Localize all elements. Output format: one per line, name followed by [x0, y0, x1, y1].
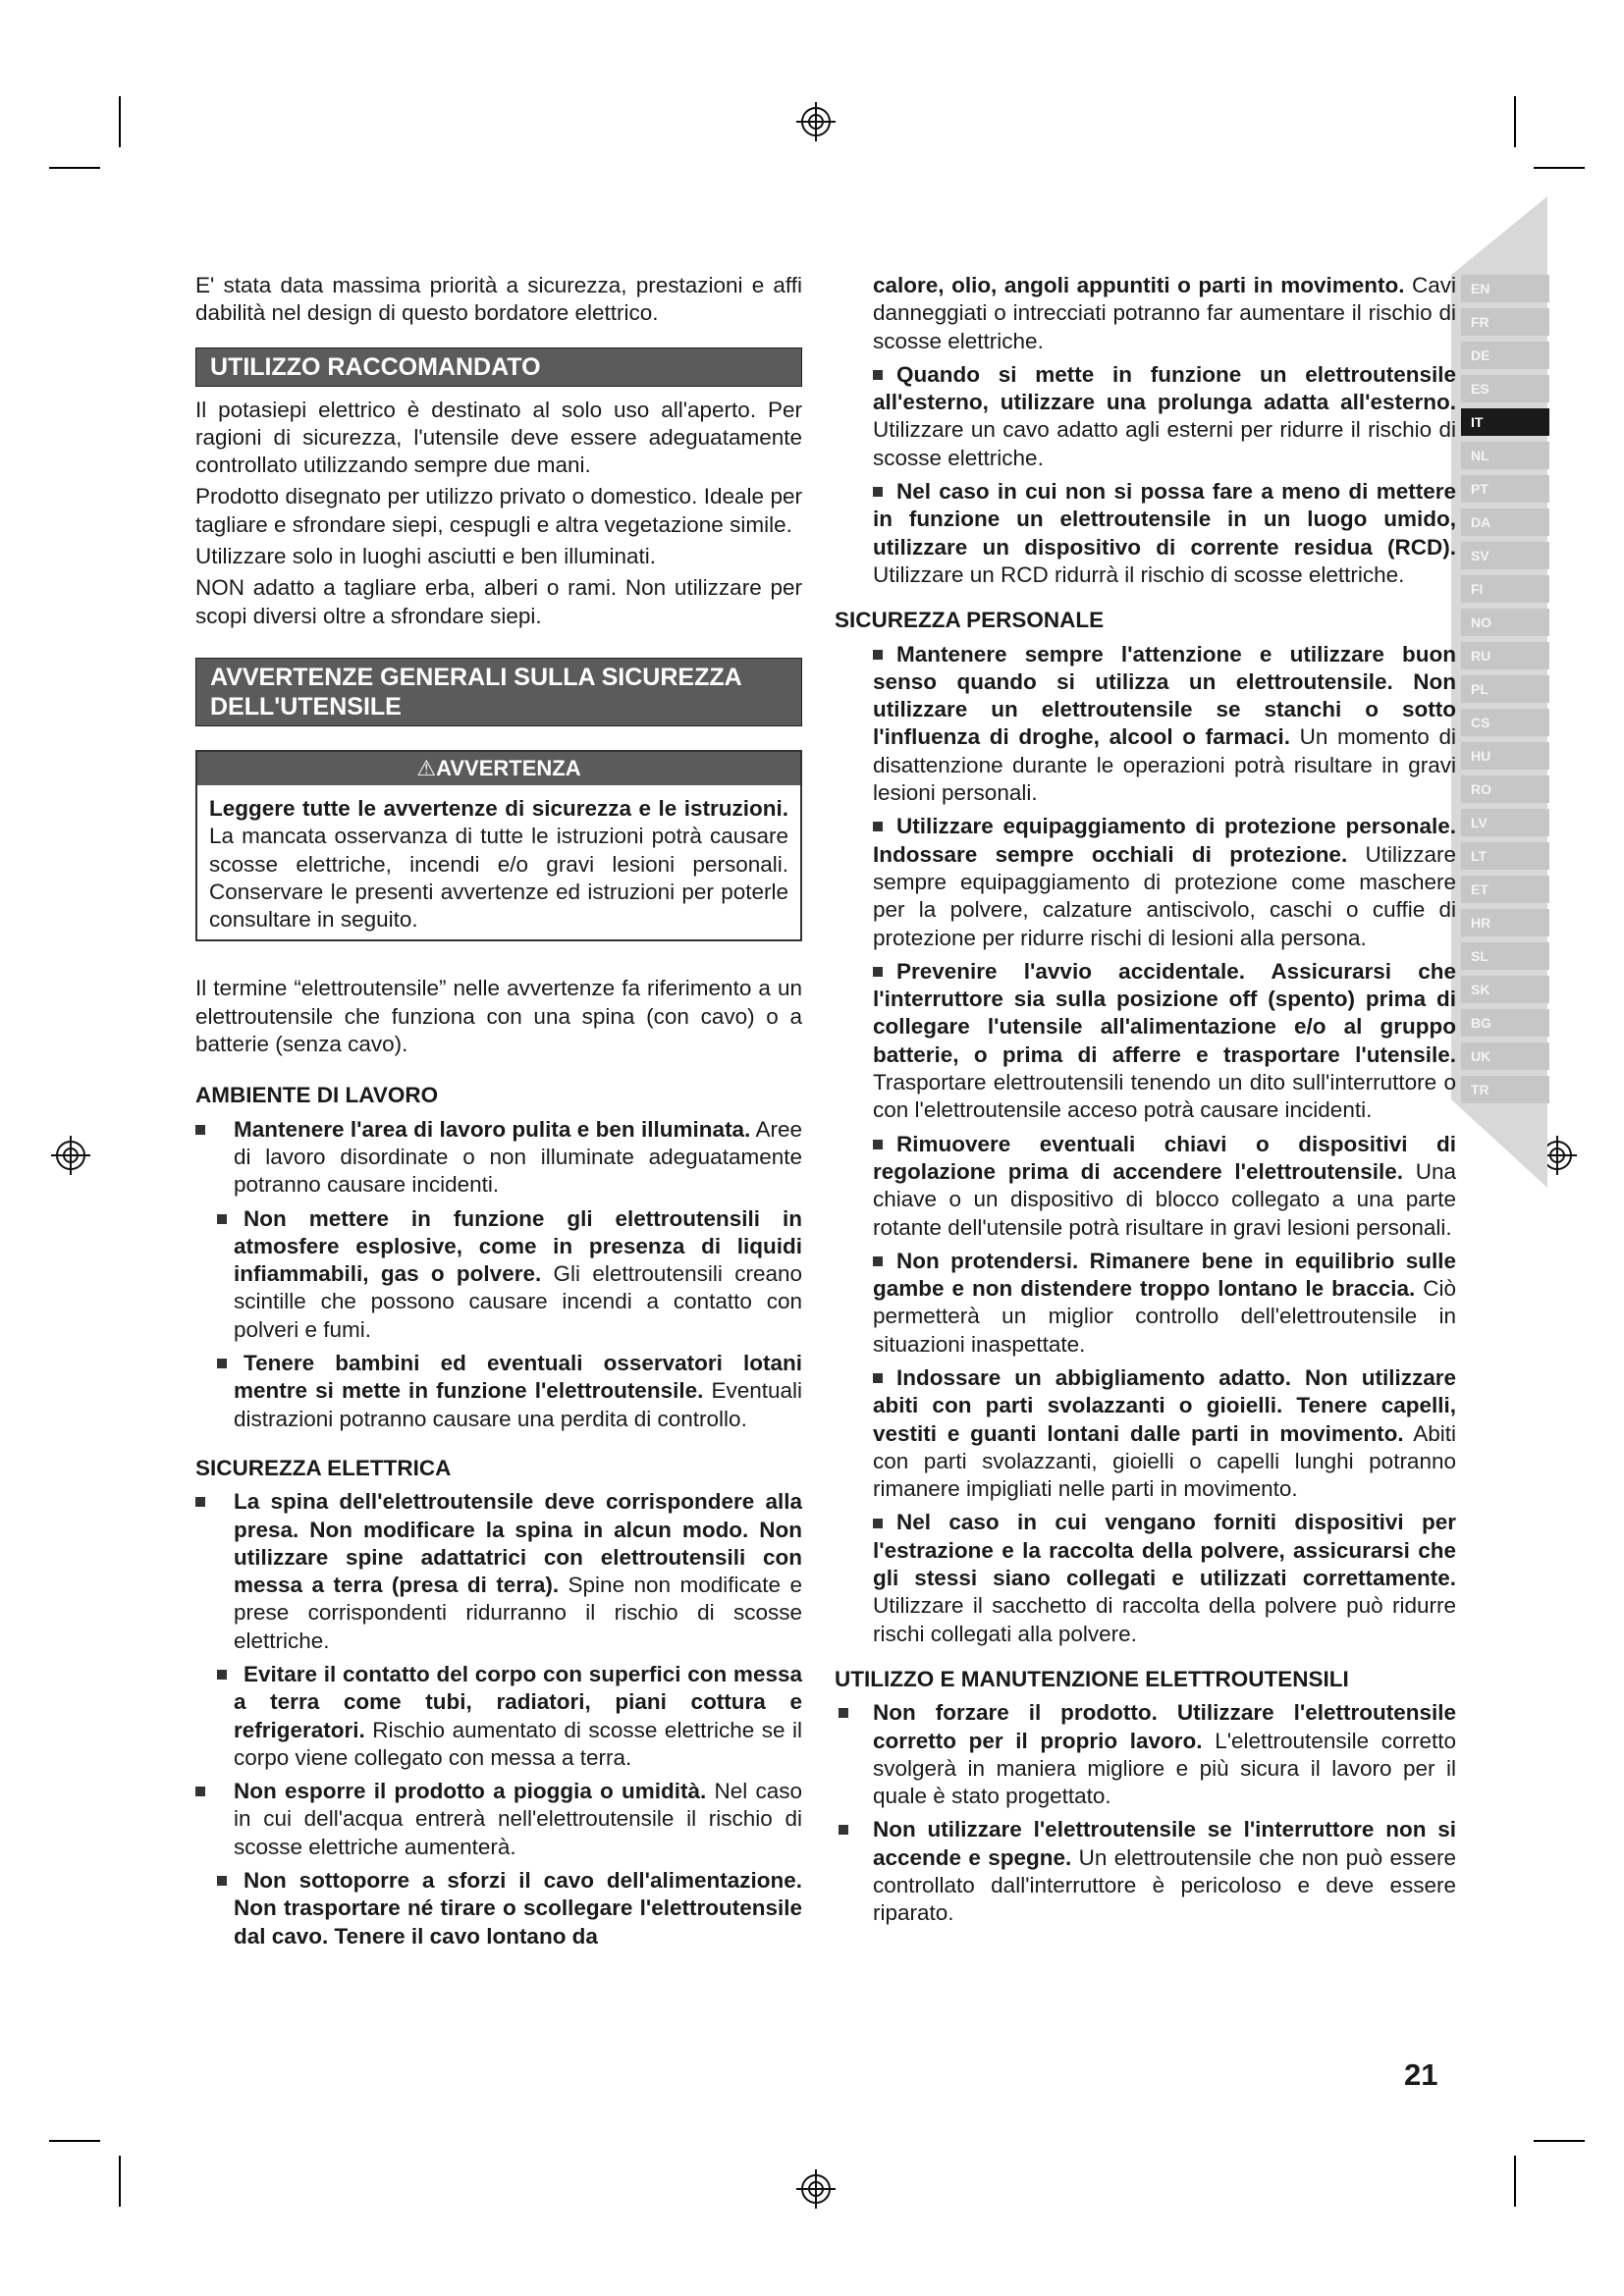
language-tab-lt[interactable]: LT: [1461, 842, 1549, 870]
list-item: Non mettere in funzione gli elettroutensili in atmosfere esplosive, come in presenza di liquidi infiammabili, gas o polvere. Gli elettroutensili creano scintille che possono causare incendi a contatto con polveri e fumi.: [195, 1205, 802, 1344]
bullet-icon: [195, 1125, 205, 1135]
bullet-icon: [217, 1214, 227, 1224]
section-heading-recommended-use: UTILIZZO RACCOMANDATO: [195, 347, 802, 387]
bullet-icon: [217, 1359, 227, 1368]
language-tab-pt[interactable]: PT: [1461, 475, 1549, 503]
bullet-icon: [217, 1670, 227, 1680]
language-tab-pl[interactable]: PL: [1461, 675, 1549, 703]
list-item-continued: calore, olio, angoli appuntiti o parti in movimento. Cavi danneggiati o intrecciati potranno far aumentare il rischio di scosse elettriche.: [873, 273, 1457, 353]
language-tab-en[interactable]: EN: [1461, 275, 1549, 302]
language-tab-sl[interactable]: SL: [1461, 942, 1549, 970]
language-tab-sv[interactable]: SV: [1461, 542, 1549, 569]
list-item: Non forzare il prodotto. Utilizzare l'elettroutensile corretto per il proprio lavoro. L'elettroutensile corretto svolgerà in maniera migliore e più sicura il lavoro per il quale è stato progettato.: [835, 1699, 1456, 1810]
bullet-icon: [873, 1256, 883, 1266]
list-item: Rimuovere eventuali chiavi o dispositivi di regolazione prima di accendere l'elettroutensile. Una chiave o un dispositivo di blocco collegato a una parte rotante dell'utensile potrà risultare in gravi lesioni personali.: [873, 1131, 1456, 1240]
warning-header: ⚠AVVERTENZA: [197, 752, 800, 785]
language-tab-nl[interactable]: NL: [1461, 442, 1549, 469]
language-tab-tr[interactable]: TR: [1461, 1076, 1549, 1103]
subheading-work-area: AMBIENTE DI LAVORO: [195, 1083, 439, 1108]
language-tab-es[interactable]: ES: [1461, 375, 1549, 402]
bullet-icon: [873, 370, 883, 380]
left-column: [195, 272, 802, 1956]
crop-mark: [49, 167, 100, 169]
language-tab-it[interactable]: IT: [1461, 408, 1549, 436]
subheading-tool-use: UTILIZZO E MANUTENZIONE ELETTROUTENSILI: [835, 1666, 1349, 1691]
language-tabs: [1461, 275, 1549, 1109]
bullet-icon: [873, 650, 883, 660]
crop-mark: [119, 96, 121, 147]
list-item: La spina dell'elettroutensile deve corrispondere alla presa. Non modificare la spina in alcun modo. Non utilizzare spine adattatrici con elettroutensili con messa a terra (presa di terra). Spine non modificate e prese corrispondenti ridurranno il rischio di scosse elettriche.: [195, 1488, 802, 1655]
registration-mark-icon: [796, 2169, 836, 2209]
warning-body: Leggere tutte le avvertenze di sicurezza e le istruzioni. La mancata osservanza di tutte le istruzioni potrà causare scosse elettriche, incendi e/o gravi lesioni personali. Conservare le presenti avvertenze ed istruzioni per poterle consultare in seguito.: [209, 795, 788, 933]
subheading-electrical-safety: SICUREZZA ELETTRICA: [195, 1455, 452, 1480]
language-tab-hr[interactable]: HR: [1461, 909, 1549, 936]
language-tab-bg[interactable]: BG: [1461, 1009, 1549, 1037]
language-tab-lv[interactable]: LV: [1461, 809, 1549, 836]
list-item: Tenere bambini ed eventuali osservatori lotani mentre si mette in funzione l'elettroutensile. Eventuali distrazioni potranno causare una perdita di controllo.: [195, 1350, 802, 1433]
list-item: Non esporre il prodotto a pioggia o umidità. Nel caso in cui dell'acqua entrerà nell'elettroutensile il rischio di scosse elettriche aumenterà.: [195, 1778, 802, 1861]
crop-mark: [1534, 167, 1585, 169]
language-tab-fr[interactable]: FR: [1461, 308, 1549, 336]
list-item: Utilizzare equipaggiamento di protezione personale. Indossare sempre occhiali di protezione. Utilizzare sempre equipaggiamento di protezione come maschere per la polvere, calzature antiscivolo, caschi o cuffie di protezione per ridurre rischi di lesioni alla persona.: [873, 814, 1456, 950]
crop-mark: [119, 2156, 121, 2207]
list-item: Indossare un abbigliamento adatto. Non utilizzare abiti con parti svolazzanti o gioielli. Tenere capelli, vestiti e guanti lontani dalle parti in movimento. Abiti con parti svolazzanti, gioielli o capelli lunghi potranno rimanere impigliati nelle parti in movimento.: [873, 1364, 1456, 1502]
list-item: Nel caso in cui non si possa fare a meno di mettere in funzione un elettroutensile in un luogo umido, utilizzare un dispositivo di corrente residua (RCD). Utilizzare un RCD ridurrà il rischio di scosse elettriche.: [873, 479, 1456, 587]
bullet-icon: [839, 1825, 848, 1835]
language-tab-et[interactable]: ET: [1461, 876, 1549, 903]
paragraph: Utilizzare solo in luoghi asciutti e ben illuminati.: [195, 544, 656, 569]
right-column: [835, 272, 1457, 1934]
list-item: Quando si mette in funzione un elettroutensile all'esterno, utilizzare una prolunga adatta all'esterno. Utilizzare un cavo adatto agli esterni per ridurre il rischio di scosse elettriche.: [873, 361, 1456, 470]
warning-box: [195, 750, 802, 941]
list-item: Non sottoporre a sforzi il cavo dell'alimentazione. Non trasportare né tirare o scollegare l'elettroutensile dal cavo. Tenere il cavo lontano da: [195, 1867, 802, 1950]
language-tab-hu[interactable]: HU: [1461, 742, 1549, 770]
subheading-personal-safety: SICUREZZA PERSONALE: [835, 608, 1105, 633]
language-tab-sk[interactable]: SK: [1461, 976, 1549, 1003]
bullet-icon: [873, 487, 883, 497]
bullet-icon: [873, 967, 883, 977]
language-tab-ro[interactable]: RO: [1461, 775, 1549, 803]
list-item: Mantenere sempre l'attenzione e utilizzare buon senso quando si utilizza un elettroutensile. Non utilizzare un elettroutensile se stanchi o sotto l'influenza di droghe, alcool o farmaci. Un momento di disattenzione durante le operazioni potrà risultare in gravi lesioni personali.: [873, 641, 1456, 806]
bullet-icon: [873, 1519, 883, 1528]
section-heading-safety-warnings: AVVERTENZE GENERALI SULLA SICUREZZA DELL'UTENSILE: [195, 658, 802, 726]
list-item: Non protendersi. Rimanere bene in equilibrio sulle gambe e non distendere troppo lontano le braccia. Ciò permetterà un miglior controllo dell'elettroutensile in situazioni inaspettate.: [873, 1248, 1456, 1357]
bullet-icon: [839, 1708, 848, 1718]
paragraph: Prodotto disegnato per utilizzo privato o domestico. Ideale per tagliare e sfrondare siepi, cespugli e altra vegetazione simile.: [195, 484, 802, 537]
page-number: 21: [1404, 2057, 1438, 2092]
bullet-icon: [873, 1140, 883, 1149]
list-item: Non utilizzare l'elettroutensile se l'interruttore non si accende e spegne. Un elettroutensile che non può essere controllato dall'interruttore è pericoloso e deve essere riparato.: [835, 1816, 1456, 1927]
list-item: Prevenire l'avvio accidentale. Assicurarsi che l'interruttore sia sulla posizione off (spento) prima di collegare l'utensile all'alimentazione e/o al gruppo batterie, o prima di afferre e trasportare l'utensile. Trasportare elettroutensili tenendo un dito sull'interruttore o con l'elettroutensile acceso potrà causare incidenti.: [873, 958, 1456, 1123]
language-tab-da[interactable]: DA: [1461, 508, 1549, 536]
intro-text: E' stata data massima priorità a sicurezza, prestazioni e affi dabilità nel design di questo bordatore elettrico.: [195, 273, 802, 326]
language-tab-de[interactable]: DE: [1461, 342, 1549, 369]
list-item: Mantenere l'area di lavoro pulita e ben illuminata. Aree di lavoro disordinate o non illuminate adeguatamente potranno causare incidenti.: [195, 1116, 802, 1200]
paragraph: Il potasiepi elettrico è destinato al solo uso all'aperto. Per ragioni di sicurezza, l'utensile deve essere adeguatamente controllato utilizzando sempre due mani.: [195, 397, 802, 478]
language-tab-no[interactable]: NO: [1461, 609, 1549, 636]
crop-mark: [49, 2140, 100, 2142]
warning-triangle-icon: ⚠: [416, 755, 437, 780]
language-tab-uk[interactable]: UK: [1461, 1042, 1549, 1070]
bullet-icon: [195, 1787, 205, 1796]
registration-mark-icon: [51, 1136, 90, 1175]
crop-mark: [1514, 96, 1516, 147]
bullet-icon: [873, 822, 883, 831]
language-tab-cs[interactable]: CS: [1461, 709, 1549, 736]
language-tab-ru[interactable]: RU: [1461, 642, 1549, 669]
crop-mark: [1514, 2156, 1516, 2207]
list-item: Evitare il contatto del corpo con superfici con messa a terra come tubi, radiatori, piani cottura e refrigeratori. Rischio aumentato di scosse elettriche se il corpo viene collegato con messa a terra.: [195, 1661, 802, 1772]
language-tab-fi[interactable]: FI: [1461, 575, 1549, 603]
registration-mark-icon: [796, 102, 836, 141]
bullet-icon: [873, 1373, 883, 1383]
paragraph: NON adatto a tagliare erba, alberi o rami. Non utilizzare per scopi diversi oltre a sfrondare siepi.: [195, 575, 802, 628]
crop-mark: [1534, 2140, 1585, 2142]
list-item: Nel caso in cui vengano forniti dispositivi per l'estrazione e la raccolta della polvere, assicurarsi che gli stessi siano collegati e utilizzati correttamente. Utilizzare il sacchetto di raccolta della polvere può ridurre rischi collegati alla polvere.: [873, 1510, 1456, 1646]
term-definition: Il termine “elettroutensile” nelle avvertenze fa riferimento a un elettroutensile che funziona con una spina (con cavo) o a batterie (senza cavo).: [195, 976, 802, 1057]
bullet-icon: [195, 1497, 205, 1507]
bullet-icon: [217, 1876, 227, 1886]
